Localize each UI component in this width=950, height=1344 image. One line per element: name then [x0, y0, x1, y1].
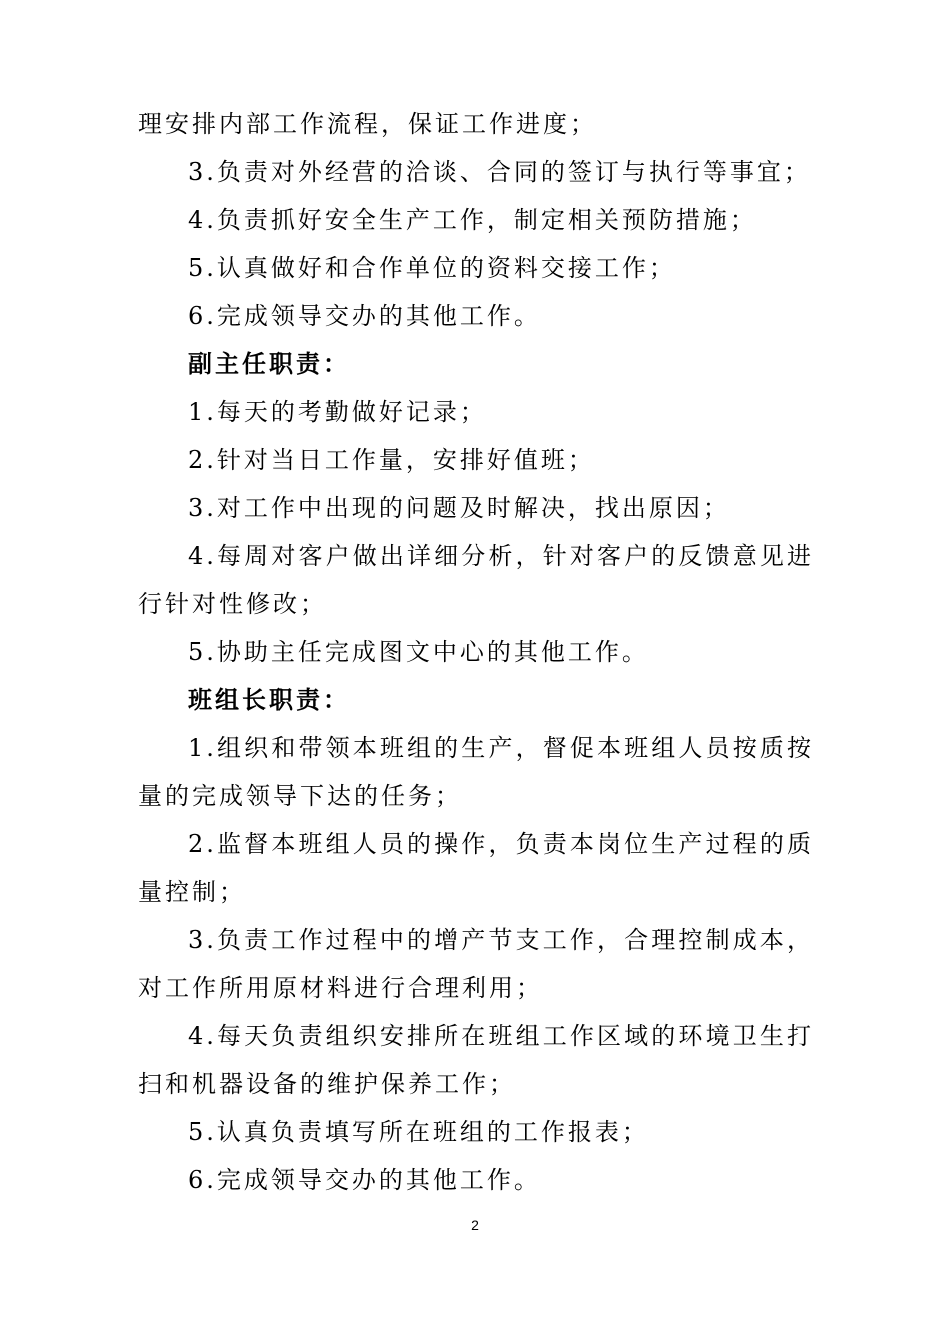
document-body — [138, 100, 814, 1204]
section-heading-team-leader: 班组长职责： — [188, 686, 350, 714]
list-item: 3.负责工作过程中的增产节支工作，合理控制成本，对工作所用原材料进行合理利用； — [138, 926, 814, 1002]
list-item: 3.对工作中出现的问题及时解决，找出原因； — [188, 494, 730, 522]
list-item: 3.负责对外经营的洽谈、合同的签订与执行等事宜； — [188, 158, 811, 186]
page-number: 2 — [471, 1217, 479, 1233]
list-item: 4.每周对客户做出详细分析，针对客户的反馈意见进行针对性修改； — [138, 542, 814, 618]
list-item: 4.负责抓好安全生产工作，制定相关预防措施； — [188, 206, 757, 234]
section-heading-deputy-director: 副主任职责： — [188, 350, 350, 378]
list-item: 2.监督本班组人员的操作，负责本岗位生产过程的质量控制； — [138, 830, 814, 906]
list-item: 5.协助主任完成图文中心的其他工作。 — [188, 638, 649, 666]
list-item: 1.组织和带领本班组的生产，督促本班组人员按质按量的完成领导下达的任务； — [138, 734, 814, 810]
list-item: 2.针对当日工作量，安排好值班； — [188, 446, 595, 474]
list-item: 4.每天负责组织安排所在班组工作区域的环境卫生打扫和机器设备的维护保养工作； — [138, 1022, 814, 1098]
list-item: 6.完成领导交办的其他工作。 — [188, 302, 541, 330]
list-item: 1.每天的考勤做好记录； — [188, 398, 487, 426]
list-item: 6.完成领导交办的其他工作。 — [188, 1166, 541, 1194]
list-item: 5.认真做好和合作单位的资料交接工作； — [188, 254, 676, 282]
list-item: 5.认真负责填写所在班组的工作报表； — [188, 1118, 649, 1146]
paragraph-continuation: 理安排内部工作流程，保证工作进度； — [138, 110, 597, 138]
